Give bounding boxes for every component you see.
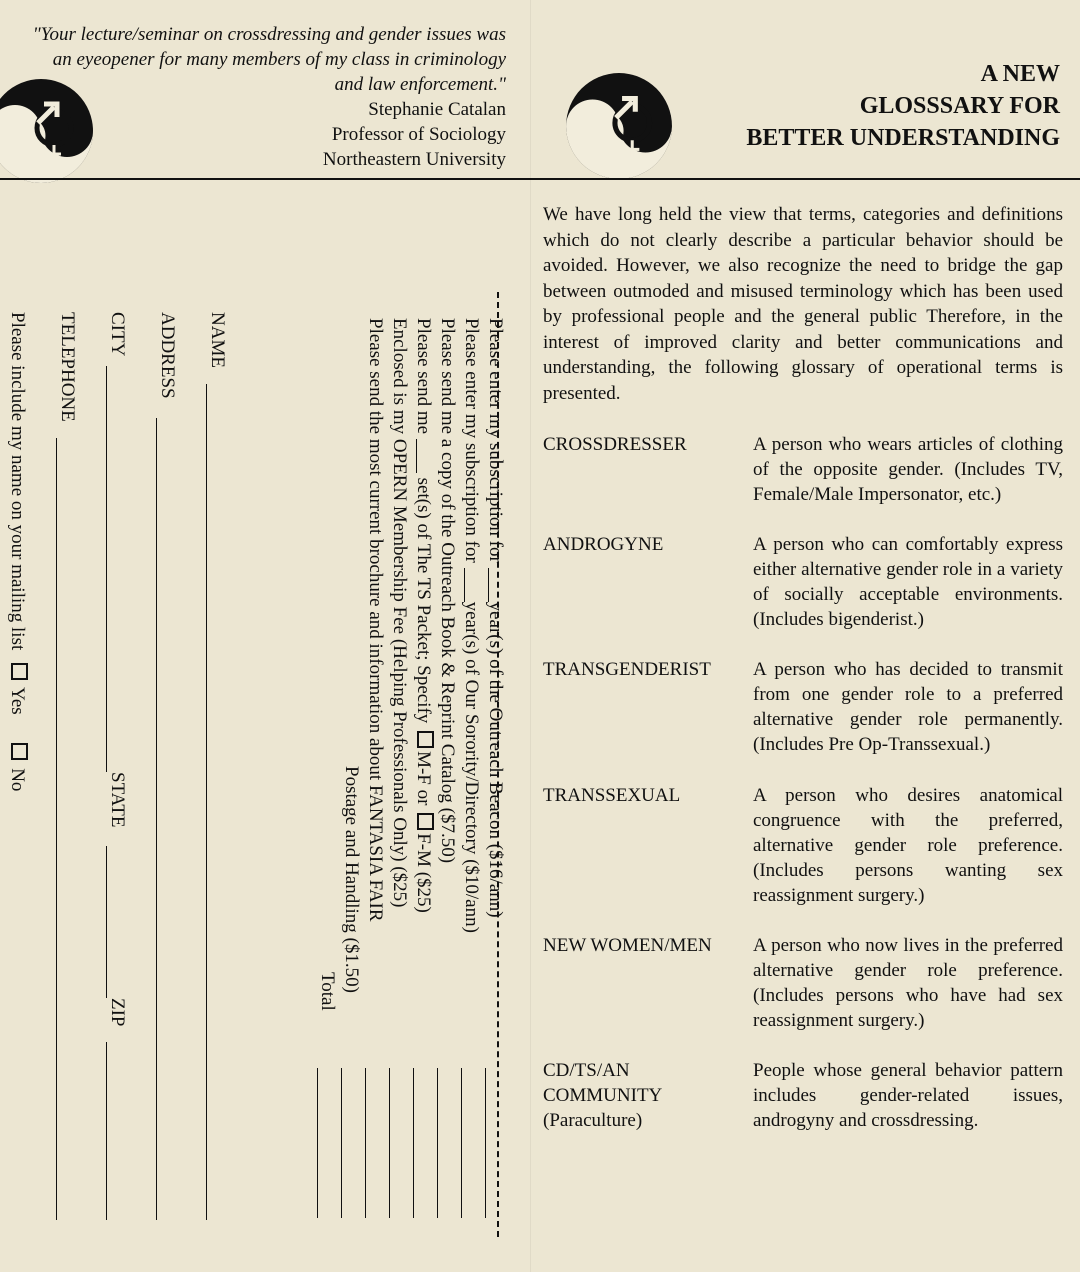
glossary-term: TRANSGENDERIST	[543, 659, 711, 680]
fm-checkbox[interactable]	[417, 813, 434, 830]
mailing-list-line: Please include my name on your mailing list Yes No	[7, 312, 28, 792]
amount-line[interactable]	[413, 1068, 414, 1218]
form-line-beacon: Please enter my subscription for year(s) of the Outreach Beacon ($16/ann)	[485, 318, 506, 918]
glossary-definition: A person who now lives in the preferred alternative gender role preference. (Includes persons who have had sex reassignment surgery.)	[753, 935, 1063, 1031]
amount-line[interactable]	[341, 1068, 342, 1218]
glossary-definition: People whose general behavior pattern includes gender-related issues, androgyny and crossdressing.	[753, 1060, 1063, 1131]
fold-line	[530, 0, 531, 1272]
beacon-years-blank[interactable]	[488, 568, 505, 602]
mailing-no-checkbox[interactable]	[11, 743, 28, 760]
gender-symbol-logo-icon	[563, 70, 675, 182]
glossary-definition: A person who has decided to transmit from one gender role to a preferred alternative gender role permanently. (Includes Pre Op-Transsexual.)	[753, 659, 1063, 755]
telephone-field[interactable]	[56, 438, 57, 1220]
name-label: NAME	[207, 312, 228, 368]
zip-label: ZIP	[107, 998, 128, 1027]
intro-paragraph: We have long held the view that terms, categories and definitions which do not clearly describe a particular behavior should be avoided. However, we also recognize the need to bridge the gap between outmoded and misused terminology which has been used by professional people and the general public Therefore, in the interest of improved clarity and better communications and understanding, the following glossary of operational terms is presented.	[543, 204, 1063, 404]
glossary-term: CD/TS/AN COMMUNITY (Paraculture)	[543, 1060, 663, 1131]
telephone-label: TELEPHONE	[57, 312, 78, 422]
form-line-sorority: Please enter my subscription for year(s) of Our Sorority/Directory ($10/ann)	[461, 318, 482, 933]
form-line-ts-packet: Please send me set(s) of The TS Packet; Specify M-F or F-M ($25)	[413, 318, 434, 913]
order-form	[0, 0, 530, 1272]
name-field[interactable]	[206, 384, 207, 1220]
address-field[interactable]	[156, 418, 157, 1220]
city-label: CITY	[107, 312, 128, 357]
quote-position: Professor of Sociology	[331, 124, 506, 145]
amount-line[interactable]	[461, 1068, 462, 1218]
amount-line[interactable]	[365, 1068, 366, 1218]
glossary-term: TRANSSEXUAL	[543, 785, 681, 806]
address-label: ADDRESS	[157, 312, 178, 399]
glossary-term: ANDROGYNE	[543, 534, 664, 555]
mailing-yes-checkbox[interactable]	[11, 663, 28, 680]
amount-line[interactable]	[317, 1068, 318, 1218]
yes-label: Yes	[7, 687, 28, 715]
glossary-title: A NEW GLOSSSARY FOR BETTER UNDERSTANDING	[746, 61, 1060, 151]
form-line-fantasia: Please send the most current brochure and information about FANTASIA FAIR	[365, 318, 386, 922]
form-line-postage: Postage and Handling ($1.50)	[341, 766, 362, 993]
glossary-definition: A person who desires anatomical congruence with the preferred, alternative gender role preference. (Includes persons wanting sex reassignment surgery.)	[753, 785, 1063, 906]
quote-institution: Northeastern University	[322, 149, 506, 170]
glossary-definition: A person who wears articles of clothing of the opposite gender. (Includes TV, Female/Male Impersonator, etc.)	[753, 434, 1063, 505]
quote-author: Stephanie Catalan	[368, 99, 506, 120]
amount-line[interactable]	[437, 1068, 438, 1218]
ts-packet-sets-blank[interactable]	[416, 439, 433, 473]
no-label: No	[7, 768, 28, 792]
mf-checkbox[interactable]	[417, 731, 434, 748]
zip-field[interactable]	[106, 1042, 107, 1220]
glossary-term: CROSSDRESSER	[543, 434, 687, 455]
amount-line[interactable]	[485, 1068, 486, 1218]
state-label: STATE	[107, 772, 128, 828]
glossary-definition: A person who can comfortably express either alternative gender role in a variety of socially acceptable environments. (Includes bigenderist.)	[753, 534, 1063, 630]
form-line-opern: Enclosed is my OPERN Membership Fee (Helping Professionals Only) ($25)	[389, 318, 410, 908]
form-line-catalog: Please send me a copy of the Outreach Book & Reprint Catalog ($7.50)	[437, 318, 458, 864]
sorority-years-blank[interactable]	[464, 568, 481, 602]
state-field[interactable]	[106, 846, 107, 998]
quote-text: "Your lecture/seminar on crossdressing and gender issues was an eyeopener for many members of my class in criminology and law enforcement."	[32, 24, 506, 95]
form-line-total: Total	[317, 972, 338, 1011]
glossary-term: NEW WOMEN/MEN	[543, 935, 712, 956]
city-field[interactable]	[106, 366, 107, 772]
amount-line[interactable]	[389, 1068, 390, 1218]
